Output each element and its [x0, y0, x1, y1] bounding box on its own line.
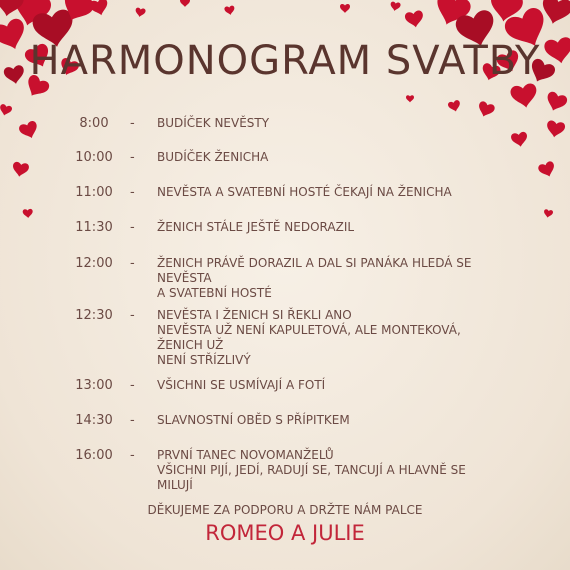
schedule-line: SLAVNOSTNÍ OBĚD S PŘÍPITKEM [157, 413, 350, 427]
schedule-time: 11:30 [75, 220, 113, 235]
schedule-dash: - [130, 413, 135, 428]
signature: ROMEO A JULIE [205, 521, 365, 545]
schedule-line: VŠICHNI PIJÍ, JEDÍ, RADUJÍ SE, TANCUJÍ A HLAVNĚ SE MILUJÍ [157, 463, 466, 492]
schedule-description [157, 185, 497, 200]
schedule-time: 16:00 [75, 448, 113, 463]
schedule-line: NEVĚSTA UŽ NENÍ KAPULETOVÁ, ALE MONTEKOVÁ, ŽENICH UŽ [157, 323, 461, 352]
schedule-line: ŽENICH PRÁVĚ DORAZIL A DAL SI PANÁKA HLEDÁ SE NEVĚSTA [157, 256, 472, 285]
schedule-line: NENÍ STŘÍZLIVÝ [157, 353, 251, 367]
schedule-line: NEVĚSTA I ŽENICH SI ŘEKLI ANO [157, 308, 352, 322]
schedule-line: A SVATEBNÍ HOSTÉ [157, 286, 272, 300]
schedule-time: 13:00 [75, 378, 113, 393]
schedule-description [157, 256, 497, 301]
schedule-line: ŽENICH STÁLE JEŠTĚ NEDORAZIL [157, 220, 355, 234]
schedule-time: 14:30 [75, 413, 113, 428]
schedule-dash: - [130, 220, 135, 235]
schedule-description [157, 220, 497, 235]
thanks-note: DĚKUJEME ZA PODPORU A DRŽTE NÁM PALCE [147, 503, 423, 517]
schedule-line: NEVĚSTA A SVATEBNÍ HOSTÉ ČEKAJÍ NA ŽENICHA [157, 185, 452, 199]
schedule-description [157, 378, 497, 393]
schedule-description [157, 150, 497, 165]
schedule-line: VŠICHNI SE USMÍVAJÍ A FOTÍ [157, 378, 326, 392]
page-title: HARMONOGRAM SVATBY [29, 38, 541, 84]
schedule-dash: - [130, 185, 135, 200]
schedule-time: 12:30 [75, 308, 113, 323]
schedule-time: 12:00 [75, 256, 113, 271]
schedule-dash: - [130, 448, 135, 463]
schedule-time: 11:00 [75, 185, 113, 200]
schedule-dash: - [130, 308, 135, 323]
schedule-time: 10:00 [75, 150, 113, 165]
schedule-line: BUDÍČEK ŽENICHA [157, 150, 269, 164]
schedule-dash: - [130, 116, 135, 131]
schedule-description [157, 413, 497, 428]
schedule-description [157, 116, 497, 131]
schedule-dash: - [130, 256, 135, 271]
schedule-line: PRVNÍ TANEC NOVOMANŽELŮ [157, 448, 334, 462]
schedule-description [157, 448, 497, 493]
schedule-dash: - [130, 378, 135, 393]
schedule-dash: - [130, 150, 135, 165]
schedule-time: 8:00 [79, 116, 109, 131]
schedule-description [157, 308, 497, 368]
schedule-line: BUDÍČEK NEVĚSTY [157, 116, 270, 130]
